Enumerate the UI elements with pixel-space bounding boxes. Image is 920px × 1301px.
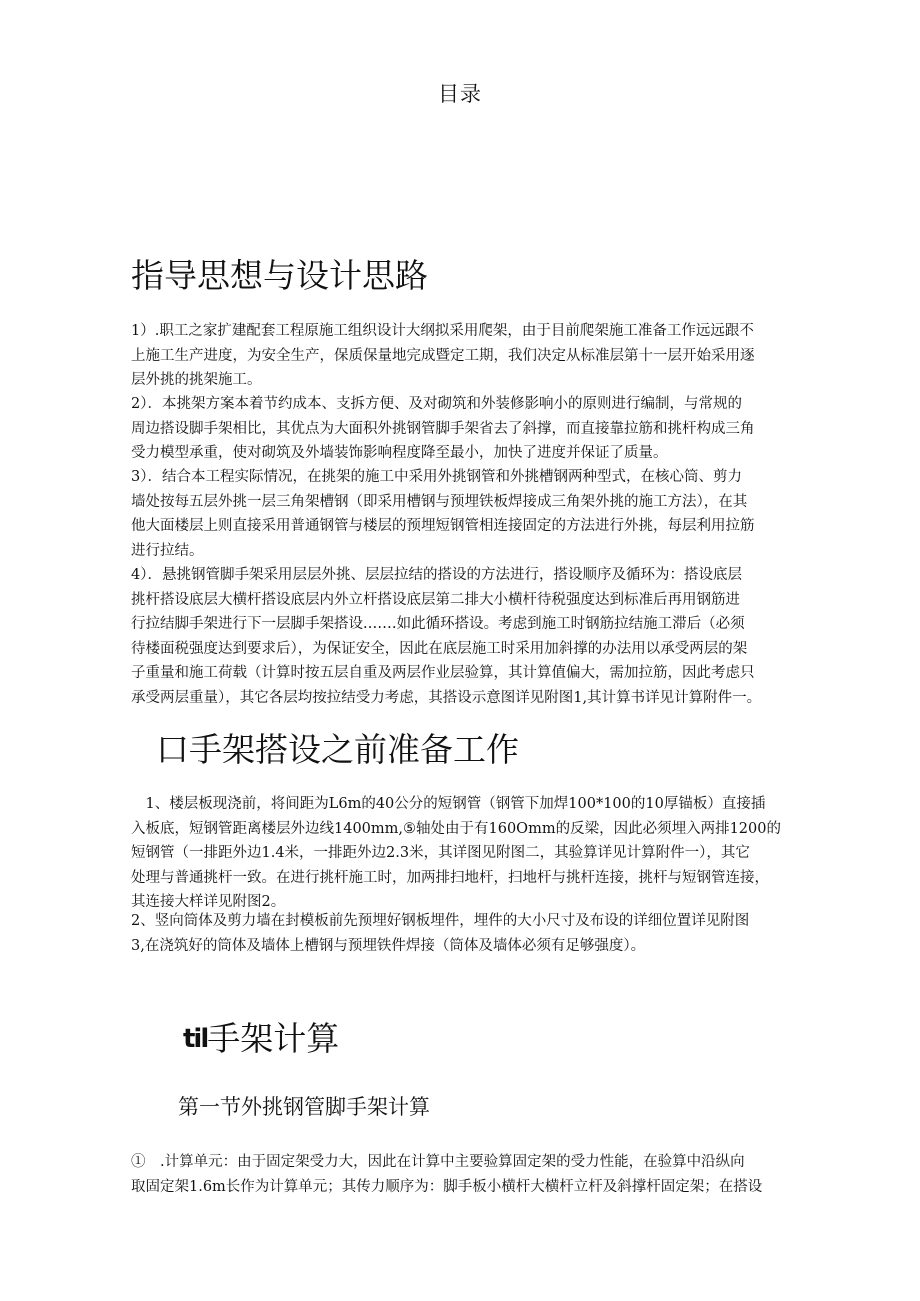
text-line: 4）．悬挑钢管脚手架采用层层外挑、层层拉结的搭设的方法进行，搭设顺序及循环为：搭设底层: [131, 567, 742, 583]
text-line: 2、竖向筒体及剪力墙在封模板前先预埋好钢板埋件，埋件的大小尺寸及布设的详细位置详见附图: [131, 913, 750, 929]
text-line: ① .计算单元：由于固定架受力大，因此在计算中主要验算固定架的受力性能，在验算中沿纵向: [131, 1154, 745, 1170]
section-heading-calculation: [183, 1013, 339, 1060]
paragraph-3: [131, 465, 799, 563]
text-line: 1、楼层板现浇前，将间距为L6m的40公分的短钢管（钢管下加焊100*100的10厚锚板）直接插: [131, 796, 766, 812]
paragraph-5: [131, 792, 799, 915]
text-line: 挑杆搭设底层大横杆搭设底层内外立杆搭设底层第二排大小横杆待税强度达到标准后再用钢筋进: [131, 591, 740, 608]
heading-prefix: til: [183, 1024, 208, 1054]
text-line: 3）．结合本工程实际情况，在挑架的施工中采用外挑钢管和外挑槽钢两种型式，在核心筒、剪力: [131, 469, 742, 485]
text-line: 他大面楼层上则直接采用普通钢管与楼层的预埋短钢管相连接固定的方法进行外挑，每层利用拉筋: [131, 518, 755, 535]
subsection-heading: 第一节外挑钢管脚手架计算: [178, 1095, 430, 1119]
text-line: 其连接大样详见附图2。: [131, 894, 286, 911]
section-heading-guiding-ideas: 指导思想与设计思路: [131, 256, 428, 295]
text-line: 3,在浇筑好的筒体及墙体上槽钢与预埋铁件焊接（筒体及墙体必须有足够强度）。: [131, 937, 646, 954]
text-line: 墙处按每五层外挑一层三角架槽钢（即采用槽钢与预埋铁板焊接成三角架外挑的施工方法），在其: [131, 493, 748, 510]
paragraph-6: [131, 909, 799, 958]
text-line: 2）．本挑架方案本着节约成本、支拆方便、及对砌筑和外装修影响小的原则进行编制，与常规的: [131, 396, 742, 412]
text-line: 短钢管（一排距外边1.4米，一排距外边2.3米，其详图见附图二，其验算详见计算附件一），其它: [131, 845, 750, 862]
text-line: 承受两层重量），其它各层均按拉结受力考虑，其搭设示意图详见附图1,其计算书详见计算附件一。: [131, 689, 762, 706]
text-line: 行拉结脚手架进行下一层脚手架搭设.……如此循环搭设。考虑到施工时钢筋拉结施工滞后（必须: [131, 616, 745, 633]
text-line: 处理与普通挑杆一致。在进行挑杆施工时，加两排扫地杆，扫地杆与挑杆连接，挑杆与短钢管连接，: [131, 869, 769, 886]
paragraph-7: [131, 1150, 799, 1199]
text-line: 1）.职工之家扩建配套工程原施工组织设计大纲拟采用爬架，由于目前爬架施工准备工作远远跟不: [131, 323, 754, 339]
text-line: 取固定架1.6m长作为计算单元；其传力顺序为：脚手板小横杆大横杆立杆及斜撑杆固定架；在搭设: [131, 1178, 763, 1195]
text-line: 受力模型承重，使对砌筑及外墙装饰影响程度降至最小，加快了进度并保证了质量。: [131, 445, 668, 462]
paragraph-2: [131, 392, 799, 466]
text-line: 周边搭设脚手架相比，其优点为大面积外挑钢管脚手架省去了斜撑，而直接靠拉筋和挑杆构成三角: [131, 420, 755, 437]
toc-title: 目录: [438, 82, 482, 106]
text-line: 层外挑的挑架施工。: [131, 372, 262, 389]
text-line: 进行拉结。: [131, 542, 204, 559]
text-line: 子重量和施工荷载（计算时按五层自重及两层作业层验算，其计算值偏大，需加拉筋，因此考虑只: [131, 665, 755, 682]
text-line: 待楼面税强度达到要求后），为保证安全，因此在底层施工时采用加斜撑的办法用以承受两层的架: [131, 640, 748, 657]
section-heading-preparation: 口手架搭设之前准备工作: [156, 730, 519, 769]
heading-main: 手架计算: [207, 1019, 340, 1058]
text-line: 上施工生产进度，为安全生产，保质保量地完成暨定工期，我们决定从标准层第十一层开始采用逐: [131, 347, 755, 364]
paragraph-4: [131, 563, 799, 711]
paragraph-1: [131, 319, 799, 393]
text-line: 入板底，短钢管距离楼层外边线1400mm,⑤轴处由于有160Omm的反梁，因此必须埋入两排1200的: [131, 820, 781, 837]
